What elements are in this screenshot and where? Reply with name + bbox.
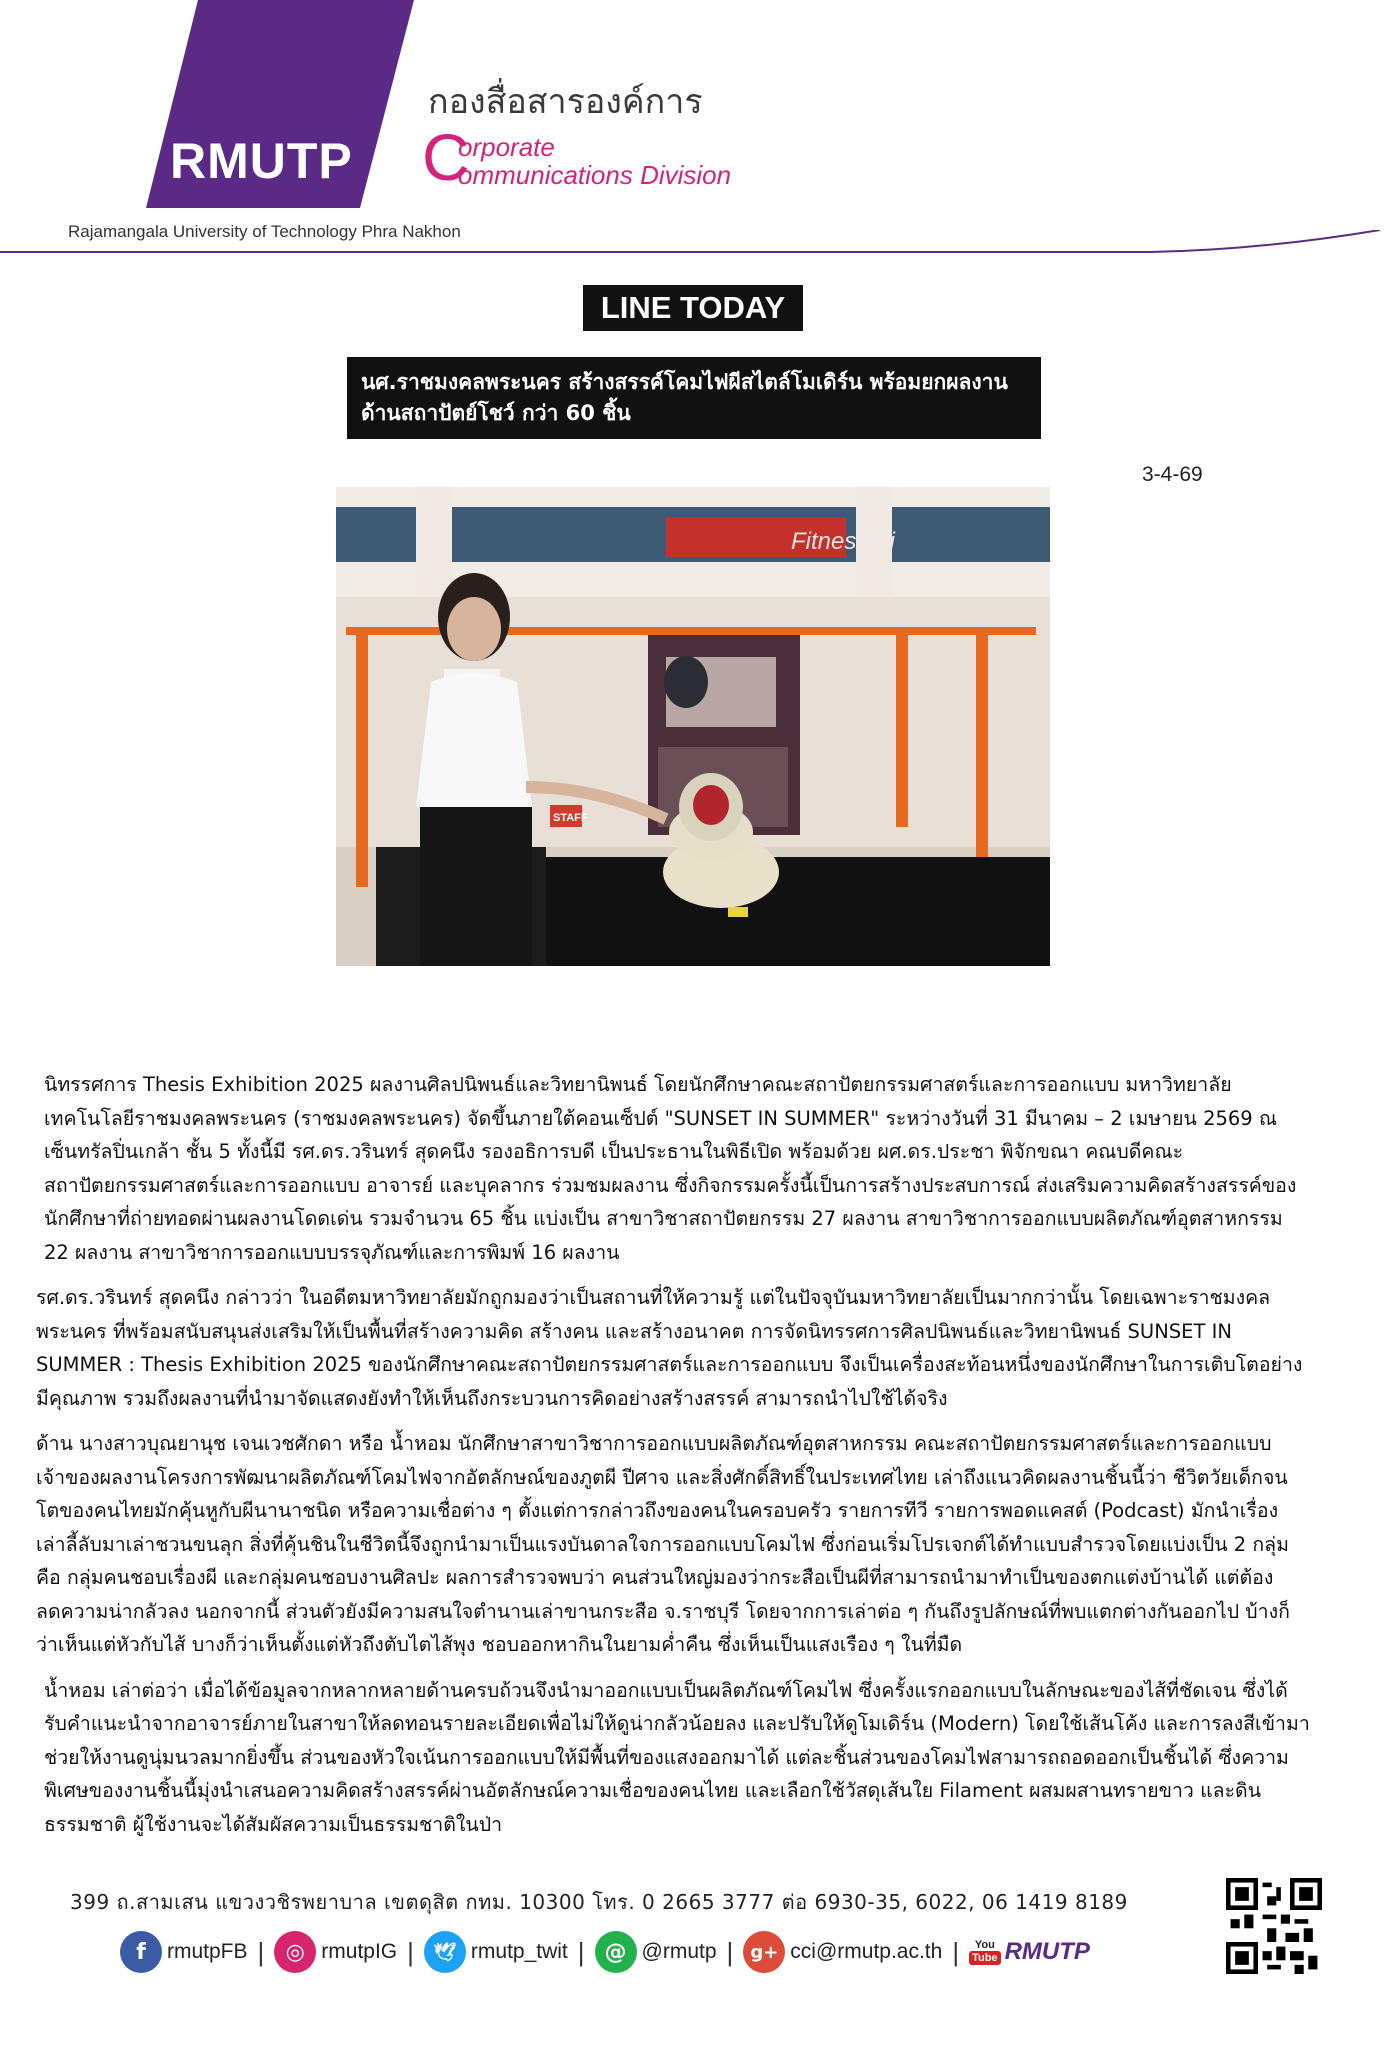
body-line: พิเศษของงานชิ้นนี้มุ่งนำเสนอความคิดสร้างสรรค์ผ่านอัตลักษณ์ความเชื่อของคนไทย และเลือกใช้วัสดุเส้นใย Filament ผสมผสานทรายขาว และดิน [44,1779,1262,1802]
social-facebook[interactable] [120,1931,248,1973]
body-line: เทคโนโลยีราชมงคลพระนคร (ราชมงคลพระนคร) จัดขึ้นภายใต้คอนเซ็ปต์ "SUNSET IN SUMMER" ระหว่างวันที่ 31 มีนาคม – 2 เมษายน 2569 ณ [44,1106,1278,1130]
social-label: rmutp_twit [470,1940,568,1963]
photo-sign-text: Fitness Fi [791,528,896,555]
social-instagram[interactable] [274,1931,397,1973]
body-line: เล่าลี้ลับมาเล่าชวนขนลุก สิ่งที่คุ้นชินในชีวิตนี้จึงถูกนำมาเป็นแรงบันดาลใจการออกแบบโคมไฟ ซึ่งก่อนเริ่มโปรเจกต์ได้ทำแบบสำรวจโดยแบ่งเป็น 2 กลุ่ม [36,1532,1289,1556]
social-twitter[interactable] [424,1931,568,1973]
body-line: 22 ผลงาน สาขาวิชาการออกแบบบรรจุภัณฑ์และการพิมพ์ 16 ผลงาน [44,1240,620,1264]
social-label: rmutpFB [167,1940,248,1963]
body-line: ด้าน นางสาวบุณยานุช เจนเวชศักดา หรือ น้ำหอม นักศึกษาสาขาวิชาการออกแบบผลิตภัณฑ์อุตสาหกรรม คณะสถาปัตยกรรมศาสตร์และการออกแบบ [36,1432,1272,1455]
separator: | [726,1936,734,1967]
separator: | [257,1936,265,1967]
body-line: ลดความน่ากลัวลง นอกจากนี้ ส่วนตัวยังมีความสนใจตำนานเล่าขานกระสือ จ.ราชบุรี โดยจากการเล่าต่อ ๆ กันถึงรูปลักษณ์ที่พบแตกต่างกันออกไป บ้างก็ [36,1599,1290,1623]
google-plus-icon: g+ [743,1931,785,1973]
body-paragraph [36,1674,1366,1842]
social-links [120,1928,1090,1976]
qr-code[interactable] [1226,1878,1322,1974]
body-line: คือ กลุ่มคนชอบเรื่องผี และกลุ่มคนชอบงานศิลปะ ผลการสำรวจพบว่า คนส่วนใหญ่มองว่ากระสือเป็นผีที่สามารถนำมาทำเป็นของตกแต่งบ้านได้ แต่ต้อง [36,1566,1274,1589]
body-line: มีคุณภาพ รวมถึงผลงานที่นำมาจัดแสดงยังทำให้เห็นถึงกระบวนการคิดอย่างสร้างสรรค์ สามารถนำไปใช้ได้จริง [36,1386,948,1410]
facebook-icon: f [120,1931,162,1973]
body-line: ว่าเห็นแต่หัวกับไส้ บางก็ว่าเห็นตั้งแต่หัวถึงตับไตไส้พุง ชอบออกหากินในยามค่ำคืน ซึ่งเห็นเป็นแสงเรือง ๆ ในที่มืด [36,1633,963,1656]
social-youtube[interactable] [969,1938,1090,1966]
headline [347,357,1041,439]
social-label: rmutpIG [321,1940,398,1963]
body-paragraph [36,1427,1366,1662]
separator: | [952,1936,960,1967]
body-line: รศ.ดร.วรินทร์ สุดคนึง กล่าวว่า ในอดีตมหาวิทยาลัยมักถูกมองว่าเป็นสถานที่ให้ความรู้ แต่ในปัจจุบันมหาวิทยาลัยเป็นมากกว่านั้น โดยเฉพาะราชมงคล [36,1286,1271,1309]
body-paragraph [36,1281,1366,1415]
youtube-icon-bottom: Tube [969,1951,1000,1965]
body-line: เจ้าของผลงานโครงการพัฒนาผลิตภัณฑ์โคมไฟจากอัตลักษณ์ของภูตผี ปีศาจ และสิ่งศักดิ์สิทธิ์ในประเทศไทย เล่าถึงแนวคิดผลงานชิ้นนี้ว่า ชีวิตวัยเด็กจน [36,1465,1288,1489]
social-line[interactable] [595,1931,717,1973]
body-line: โตของคนไทยมักคุ้นหูกับผีนานาชนิด หรือความเชื่อต่าง ๆ ตั้งแต่การกล่าวถึงของคนในครอบครัว รายการทีวี รายการพอดแคสต์ (Podcast) มักนำเรื่อง [36,1499,1279,1522]
body-line: ธรรมชาติ ผู้ใช้งานจะได้สัมผัสความเป็นธรรมชาติในป่า [44,1812,503,1836]
headline-line-2: ด้านสถาปัตย์โชว์ กว่า 60 ชิ้น [361,401,631,425]
division-initial: C [422,120,470,194]
header-divider-line [0,230,1384,270]
body-paragraph [36,1068,1366,1269]
body-line: SUMMER : Thesis Exhibition 2025 ของนักศึกษาคณะสถาปัตยกรรมศาสตร์และการออกแบบ จึงเป็นเครื่องสะท้อนหนึ่งของนักศึกษาในการเติบโตอย่าง [36,1353,1303,1376]
division-name-thai: กองสื่อสารองค์การ [428,82,703,122]
body-line: รับคำแนะนำจากอาจารย์ภายในสาขาให้ลดทอนรายละเอียดเพื่อไม่ให้ดูน่ากลัวน้อยลง และปรับให้ดูโมเดิร์น (Modern) โดยใช้เส้นโค้ง และการลงสีเข้ามา [44,1712,1310,1735]
social-label: cci@rmutp.ac.th [790,1940,943,1963]
youtube-icon [969,1939,1000,1965]
body-line: นิทรรศการ Thesis Exhibition 2025 ผลงานศิลปนิพนธ์และวิทยานิพนธ์ โดยนักศึกษาคณะสถาปัตยกรรมศาสตร์และการออกแบบ มหาวิทยาลัย [44,1073,1232,1096]
headline-line-1: นศ.ราชมงคลพระนคร สร้างสรรค์โคมไฟผีสไตล์โมเดิร์น พร้อมยกผลงาน [361,370,1008,394]
youtube-icon-top: You [974,1939,995,1951]
article-photo [336,487,1050,966]
source-badge: LINE TODAY [583,285,803,331]
photo-staff-label: STAFF [553,812,588,824]
instagram-icon: ◎ [274,1931,316,1973]
youtube-label: RMUTP [1004,1938,1090,1965]
social-label: @rmutp [641,1940,717,1963]
body-line: น้ำหอม เล่าต่อว่า เมื่อได้ข้อมูลจากหลากหลายด้านครบถ้วนจึงนำมาออกแบบเป็นผลิตภัณฑ์โคมไฟ ซึ่งครั้งแรกออกแบบในลักษณะของไส้ที่ชัดเจน ซึ่งได้ [44,1678,1288,1702]
body-line: เซ็นทรัลปิ่นเกล้า ชั้น 5 ทั้งนี้มี รศ.ดร.วรินทร์ สุดคนึง รองอธิการบดี เป็นประธานในพิธีเปิด พร้อมด้วย ผศ.ดร.ประชา พิจักขณา คณบดีคณะ [44,1140,1184,1163]
body-line: สถาปัตยกรรมศาสตร์และการออกแบบ อาจารย์ และบุคลากร ร่วมชมผลงาน ซึ่งกิจกรรมครั้งนี้เป็นการสร้างประสบการณ์ ส่งเสริมความคิดสร้างสรรค์ของ [44,1173,1297,1197]
body-line: ช่วยให้งานดูนุ่มนวลมากยิ่งขึ้น ส่วนของหัวใจเน้นการออกแบบให้มีพื้นที่ของแสงออกมาได้ แต่ละชิ้นส่วนของโคมไฟสามารถถอดออกเป็นชิ้นได้ ซึ่งความ [44,1745,1289,1769]
separator: | [407,1936,414,1967]
publication-date: 3-4-69 [1142,463,1203,486]
university-name: Rajamangala University of Technology Phra Nakhon [68,222,461,241]
article-body [36,1068,1366,1853]
footer-address: 399 ถ.สามเสน แขวงวชิรพยาบาล เขตดุสิต กทม. 10300 โทร. 0 2665 3777 ต่อ 6930-35, 6022, 06 1419 8189 [70,1890,1128,1914]
division-name-en-line2: ommunications Division [458,160,732,190]
body-line: นักศึกษาที่ถ่ายทอดผ่านผลงานโดดเด่น รวมจำนวน 65 ชิ้น แบ่งเป็น สาขาวิชาสถาปัตยกรรม 27 ผลงาน สาขาวิชาการออกแบบผลิตภัณฑ์อุตสาหกรรม [44,1207,1283,1230]
line-icon: @ [595,1931,637,1973]
social-google-plus[interactable] [743,1931,942,1973]
rmutp-logo-text: RMUTP [170,133,353,189]
separator: | [577,1936,585,1967]
division-name-en-line1: orporate [458,132,555,162]
body-line: พระนคร ที่พร้อมสนับสนุนส่งเสริมให้เป็นพื้นที่สร้างความคิด สร้างคน และสร้างอนาคต การจัดนิทรรศการศิลปนิพนธ์และวิทยานิพนธ์ SUNSET IN [36,1319,1232,1343]
twitter-icon: 🕊 [424,1931,466,1973]
